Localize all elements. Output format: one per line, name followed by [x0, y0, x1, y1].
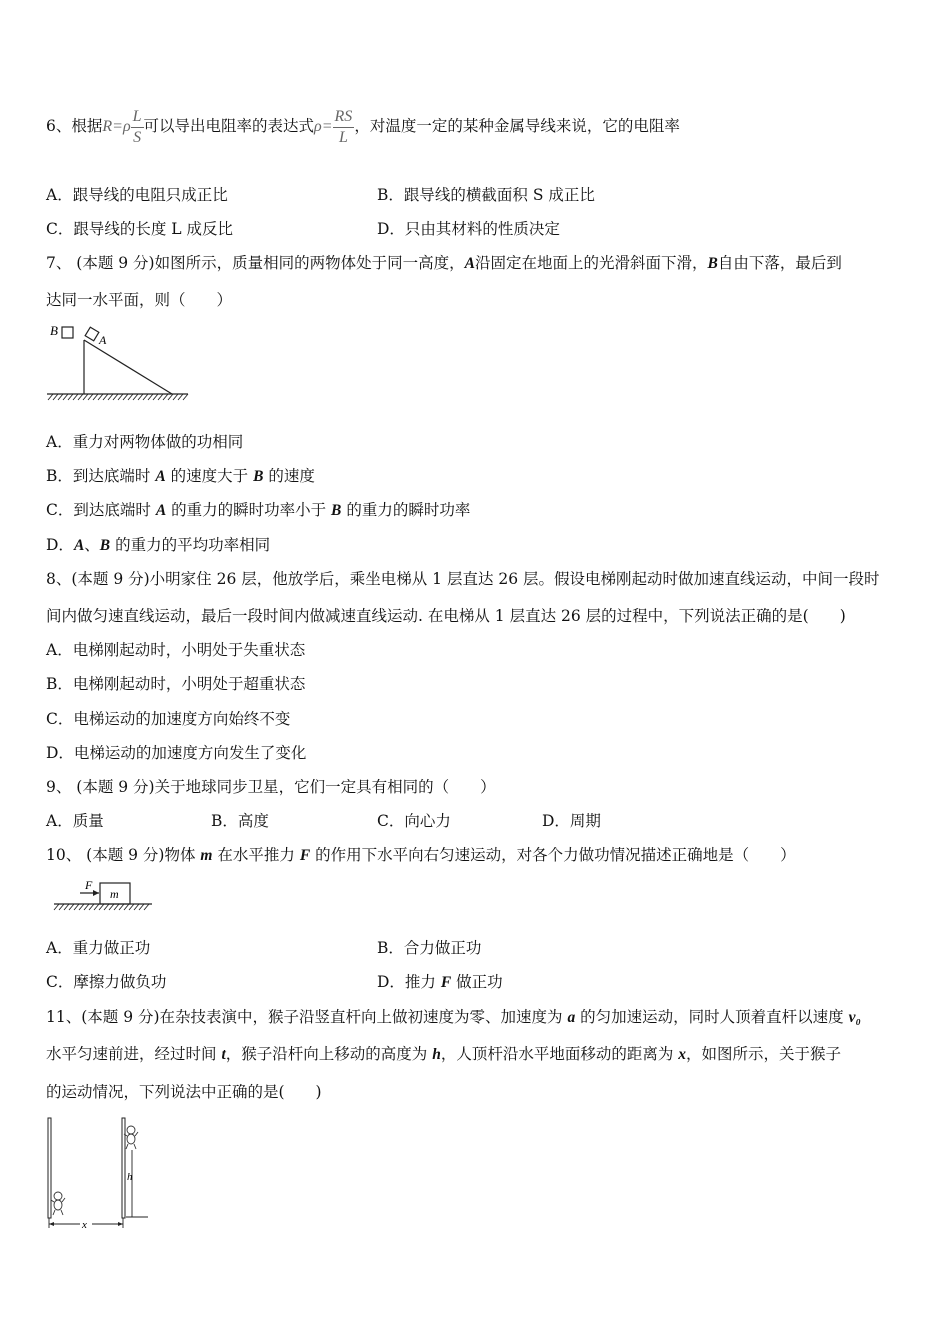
ground-hatch-stroke: [144, 904, 149, 910]
q6-suffix: ，对温度一定的某种金属导线来说，它的电阻率: [354, 117, 680, 135]
q6-option-d[interactable]: D．只由其材料的性质决定: [377, 220, 560, 238]
q10-label-f: F: [85, 878, 93, 892]
ground-hatch-stroke: [78, 394, 83, 400]
monkey-icon: [124, 1126, 138, 1149]
ground-hatch-stroke: [133, 394, 138, 400]
q7-option-text: 的重力的平均功率相同: [115, 536, 271, 554]
ground-hatch-stroke: [88, 394, 93, 400]
q7-label-a: A: [99, 333, 107, 347]
q7-option-text: C．到达底端时: [46, 501, 151, 519]
q7-stem-line2: 达同一水平面，则（ ）: [46, 291, 233, 309]
ground-hatch-stroke: [74, 904, 79, 910]
q11-var-v0: v₀: [848, 1009, 861, 1026]
q6-formula1-lhs: R=ρ: [102, 118, 131, 135]
ground-hatch-stroke: [48, 394, 53, 400]
q11-pole-final: [122, 1118, 125, 1218]
q7-block-b: [62, 327, 73, 338]
ground-hatch-stroke: [139, 904, 144, 910]
q7-option-text: 的速度: [268, 467, 315, 485]
q6-formula1-fraction: [131, 107, 144, 148]
q10-option-d[interactable]: [377, 971, 503, 994]
q8-option-c[interactable]: C．电梯运动的加速度方向始终不变: [46, 710, 291, 728]
q6-prefix: 6、根据: [46, 117, 103, 135]
q10-var-f: F: [299, 847, 311, 864]
ground-hatch-stroke: [63, 394, 68, 400]
ground-hatch-stroke: [178, 394, 183, 400]
ground-hatch-stroke: [134, 904, 139, 910]
q7-option-c[interactable]: [46, 499, 470, 522]
q6-formula2-lhs: ρ=: [314, 118, 333, 135]
q11-distance-arrow-left: [49, 1222, 54, 1226]
q10-text: 的作用下水平向右匀速运动，对各个力做功情况描述正确地是（ ）: [315, 846, 796, 864]
q8-stem-line1: 8、(本题 9 分)小明家住 26 层，他放学后，乘坐电梯从 1 层直达 26 层。假设电梯刚起动时做加速直线运动，中间一段时: [46, 570, 880, 588]
ground-hatch-stroke: [73, 394, 78, 400]
q7-var-a: A: [155, 468, 166, 485]
ground-hatch-stroke: [138, 394, 143, 400]
ground-hatch-stroke: [84, 904, 89, 910]
q11-stem-line2: [46, 1043, 841, 1066]
ground-hatch-stroke: [64, 904, 69, 910]
ground-hatch-stroke: [89, 904, 94, 910]
q6-option-c[interactable]: C．跟导线的长度 L 成反比: [46, 220, 234, 238]
ground-hatch-stroke: [93, 394, 98, 400]
q11-pole-initial: [48, 1118, 51, 1218]
q7-option-a[interactable]: A．重力对两物体做的功相同: [46, 433, 244, 451]
q6-formula2-num: RS: [333, 107, 355, 128]
ground-hatch-stroke: [158, 394, 163, 400]
q7-option-text: D．: [46, 536, 74, 554]
q7-ground-hatch: [48, 394, 188, 400]
q10-var-m: m: [200, 847, 213, 864]
ground-hatch-stroke: [99, 904, 104, 910]
q7-option-text: 的重力的瞬时功率小于: [171, 501, 327, 519]
q10-text: 10、 (本题 9 分)物体: [46, 846, 196, 864]
q10-option-text: 做正功: [456, 973, 503, 991]
q11-monkey-pole-figure: [42, 1116, 162, 1231]
ground-hatch-stroke: [129, 904, 134, 910]
q7-option-text: B．到达底端时: [46, 467, 151, 485]
q9-stem: 9、 (本题 9 分)关于地球同步卫星，它们一定具有相同的（ ）: [46, 778, 496, 796]
q7-var-b: B: [707, 255, 718, 272]
ground-hatch-stroke: [119, 904, 124, 910]
ground-hatch-stroke: [124, 904, 129, 910]
q7-option-d[interactable]: [46, 534, 270, 557]
q11-var-a: a: [567, 1009, 576, 1026]
ground-hatch-stroke: [118, 394, 123, 400]
ground-hatch-stroke: [168, 394, 173, 400]
ground-hatch-stroke: [54, 904, 59, 910]
ground-hatch-stroke: [69, 904, 74, 910]
q7-option-text: 、: [84, 536, 100, 554]
ground-hatch-stroke: [98, 394, 103, 400]
q8-option-b[interactable]: B．电梯刚起动时，小明处于超重状态: [46, 675, 306, 693]
q10-push-figure: [52, 873, 162, 917]
q7-text: 7、 (本题 9 分)如图所示，质量相同的两物体处于同一高度，: [46, 254, 465, 272]
q9-option-c[interactable]: C．向心力: [377, 812, 451, 830]
q7-text: 沿固定在地面上的光滑斜面下滑，: [474, 254, 708, 272]
q11-label-x: x: [82, 1219, 87, 1231]
q6-formula1-den: S: [133, 128, 142, 146]
ground-hatch-stroke: [114, 904, 119, 910]
q7-var-a: A: [464, 255, 475, 272]
q6-formula2-fraction: [333, 107, 355, 148]
ground-hatch-stroke: [148, 394, 153, 400]
q10-option-text: D．推力: [377, 973, 436, 991]
q7-var-b: B: [253, 468, 264, 485]
ground-hatch-stroke: [113, 394, 118, 400]
q7-var-a: A: [73, 537, 85, 554]
q10-label-m: m: [110, 887, 119, 901]
q7-text: 自由下落，最后到: [717, 254, 842, 272]
q11-var-h: h: [432, 1046, 441, 1063]
ground-hatch-stroke: [53, 394, 58, 400]
ground-hatch-stroke: [68, 394, 73, 400]
q11-text: ，人顶杆沿水平地面移动的距离为: [440, 1045, 674, 1063]
q9-option-b[interactable]: B．高度: [211, 812, 269, 830]
q8-option-a[interactable]: A．电梯刚起动时，小明处于失重状态: [46, 641, 306, 659]
q7-label-b: B: [50, 323, 58, 338]
ground-hatch-stroke: [143, 394, 148, 400]
q11-text: 11、(本题 9 分)在杂技表演中，猴子沿竖直杆向上做初速度为零、加速度为: [46, 1008, 563, 1026]
ground-hatch-stroke: [109, 904, 114, 910]
q11-var-x: x: [678, 1046, 687, 1063]
ground-hatch-stroke: [108, 394, 113, 400]
q7-incline-slope: [84, 340, 172, 394]
q6-option-a[interactable]: A．跟导线的电阻只成正比: [46, 186, 228, 204]
q7-option-text: 的速度大于: [170, 467, 249, 485]
q11-label-h: h: [127, 1171, 133, 1183]
ground-hatch-stroke: [173, 394, 178, 400]
ground-hatch-stroke: [79, 904, 84, 910]
q10-text: 在水平推力: [217, 846, 295, 864]
q6-formula1-num: L: [131, 107, 144, 128]
q6-option-b[interactable]: B．跟导线的横截面积 S 成正比: [377, 186, 595, 204]
q11-distance-arrow-right: [118, 1222, 123, 1226]
q8-option-d[interactable]: D．电梯运动的加速度方向发生了变化: [46, 744, 307, 762]
ground-hatch-stroke: [153, 394, 158, 400]
q10-option-b[interactable]: B．合力做正功: [377, 939, 482, 957]
ground-hatch-stroke: [123, 394, 128, 400]
q10-stem: [46, 844, 796, 867]
q7-var-a: A: [155, 502, 167, 519]
q7-incline-figure: [44, 318, 204, 408]
q11-text: ，猴子沿杆向上移动的高度为: [225, 1045, 428, 1063]
q7-option-text: 的重力的瞬时功率: [346, 501, 471, 519]
q6-mid: 可以导出电阻率的表达式: [143, 117, 315, 135]
q11-text: ，如图所示，关于猴子: [686, 1045, 842, 1063]
q9-option-a[interactable]: A．质量: [46, 812, 104, 830]
monkey-icon: [51, 1192, 65, 1215]
q11-stem-line3: 的运动情况，下列说法中正确的是( ): [46, 1083, 322, 1101]
q7-stem-line1: [46, 252, 842, 275]
q6-stem: [46, 102, 680, 151]
q7-var-b: B: [99, 537, 111, 554]
ground-hatch-stroke: [104, 904, 109, 910]
q10-option-c[interactable]: C．摩擦力做负功: [46, 973, 167, 991]
q10-var-f: F: [440, 974, 452, 991]
ground-hatch-stroke: [163, 394, 168, 400]
ground-hatch-stroke: [58, 394, 63, 400]
q6-formula2-den: L: [338, 128, 348, 146]
q10-force-arrowhead: [93, 890, 99, 896]
q11-var-t: t: [221, 1046, 226, 1063]
q11-text: 的匀加速运动，同时人顶着直杆以速度: [580, 1008, 844, 1026]
q9-option-d[interactable]: D．周期: [542, 812, 601, 830]
ground-hatch-stroke: [94, 904, 99, 910]
ground-hatch-stroke: [83, 394, 88, 400]
q10-ground-hatch: [54, 904, 149, 910]
q7-var-b: B: [331, 502, 342, 519]
q11-text: 水平匀速前进，经过时间: [46, 1045, 217, 1063]
ground-hatch-stroke: [59, 904, 64, 910]
ground-hatch-stroke: [128, 394, 133, 400]
ground-hatch-stroke: [183, 394, 188, 400]
q11-stem-line1: [46, 1006, 861, 1029]
q8-stem-line2: 间内做匀速直线运动，最后一段时间内做减速直线运动. 在电梯从 1 层直达 26 层的过程中，下列说法正确的是( ): [46, 607, 846, 625]
q7-option-b[interactable]: [46, 465, 315, 488]
ground-hatch-stroke: [103, 394, 108, 400]
q7-block-a: [85, 327, 99, 341]
q10-option-a[interactable]: A．重力做正功: [46, 939, 151, 957]
